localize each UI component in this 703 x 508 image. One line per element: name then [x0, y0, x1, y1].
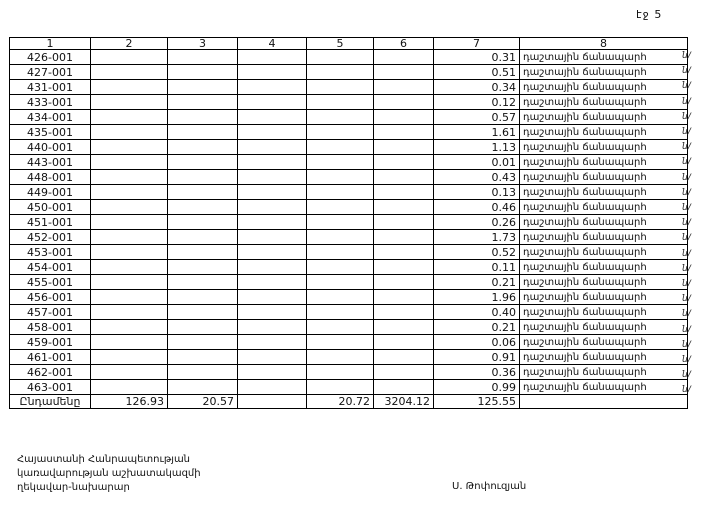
- total-cell: 3204.12: [374, 395, 434, 409]
- table-row: [10, 380, 688, 395]
- total-cell: [238, 395, 307, 409]
- row-id-cell: 456-001: [10, 290, 91, 305]
- empty-cell: [91, 230, 168, 245]
- signatory-name: Ս. Թոփուզյան: [452, 481, 527, 492]
- row-margin-mark: ն/: [682, 142, 691, 153]
- empty-cell: [91, 185, 168, 200]
- total-cell: 20.57: [168, 395, 238, 409]
- empty-cell: [307, 110, 374, 125]
- empty-cell: [91, 365, 168, 380]
- col-header: 6: [374, 38, 434, 50]
- empty-cell: [374, 185, 434, 200]
- empty-cell: [374, 125, 434, 140]
- area-cell: 0.36: [434, 365, 520, 380]
- empty-cell: [307, 185, 374, 200]
- empty-cell: [307, 50, 374, 65]
- empty-cell: [307, 230, 374, 245]
- empty-cell: [307, 80, 374, 95]
- area-cell: 1.73: [434, 230, 520, 245]
- header-row: [10, 38, 688, 50]
- empty-cell: [238, 380, 307, 395]
- row-id-cell: 455-001: [10, 275, 91, 290]
- empty-cell: [307, 155, 374, 170]
- empty-cell: [168, 155, 238, 170]
- row-margin-mark: ն/: [682, 324, 691, 335]
- empty-cell: [374, 95, 434, 110]
- empty-cell: [168, 170, 238, 185]
- empty-cell: [374, 320, 434, 335]
- col-header: 3: [168, 38, 238, 50]
- total-cell: [520, 395, 688, 409]
- empty-cell: [307, 215, 374, 230]
- empty-cell: [168, 215, 238, 230]
- empty-cell: [238, 80, 307, 95]
- empty-cell: [238, 170, 307, 185]
- row-margin-mark: ն/: [682, 248, 691, 259]
- empty-cell: [168, 380, 238, 395]
- row-id-cell: 434-001: [10, 110, 91, 125]
- empty-cell: [168, 350, 238, 365]
- col-header: 5: [307, 38, 374, 50]
- empty-cell: [307, 170, 374, 185]
- row-id-cell: 452-001: [10, 230, 91, 245]
- empty-cell: [91, 275, 168, 290]
- col-header: 4: [238, 38, 307, 50]
- empty-cell: [238, 65, 307, 80]
- land-type-cell: դաշտային ճանապարհ: [520, 290, 688, 305]
- empty-cell: [91, 200, 168, 215]
- table-row: [10, 170, 688, 185]
- row-margin-mark: ն/: [682, 339, 691, 350]
- empty-cell: [374, 65, 434, 80]
- area-cell: 0.34: [434, 80, 520, 95]
- empty-cell: [91, 110, 168, 125]
- empty-cell: [374, 80, 434, 95]
- row-margin-mark: ն/: [682, 127, 691, 137]
- empty-cell: [374, 290, 434, 305]
- land-type-cell: դաշտային ճանապարհ: [520, 200, 688, 215]
- table-row: [10, 365, 688, 380]
- row-id-cell: 427-001: [10, 65, 91, 80]
- land-type-cell: դաշտային ճանապարհ: [520, 80, 688, 95]
- row-margin-mark: ն/: [682, 355, 691, 365]
- empty-cell: [168, 275, 238, 290]
- empty-cell: [91, 140, 168, 155]
- empty-cell: [91, 260, 168, 275]
- row-margin-mark: ն/: [682, 187, 691, 198]
- signatory-title-line: կառավարության աշխատակազմի: [17, 468, 201, 479]
- empty-cell: [374, 275, 434, 290]
- land-type-cell: դաշտային ճանապարհ: [520, 110, 688, 125]
- row-margin-mark: ն/: [682, 51, 691, 61]
- table-row: [10, 230, 688, 245]
- empty-cell: [168, 290, 238, 305]
- empty-cell: [91, 350, 168, 365]
- empty-cell: [374, 380, 434, 395]
- empty-cell: [168, 80, 238, 95]
- land-type-cell: դաշտային ճանապարհ: [520, 275, 688, 290]
- area-cell: 0.31: [434, 50, 520, 65]
- row-margin-mark: ն/: [682, 385, 691, 396]
- total-cell: 125.55: [434, 395, 520, 409]
- empty-cell: [307, 140, 374, 155]
- empty-cell: [168, 320, 238, 335]
- row-id-cell: 463-001: [10, 380, 91, 395]
- row-margin-mark: ն/: [682, 66, 691, 77]
- empty-cell: [168, 110, 238, 125]
- empty-cell: [307, 350, 374, 365]
- area-cell: 0.40: [434, 305, 520, 320]
- empty-cell: [238, 365, 307, 380]
- row-id-cell: 448-001: [10, 170, 91, 185]
- signatory-title: [17, 453, 201, 495]
- land-type-cell: դաշտային ճանապարհ: [520, 320, 688, 335]
- row-margin-mark: ն/: [682, 294, 691, 305]
- empty-cell: [238, 230, 307, 245]
- table-row: [10, 80, 688, 95]
- area-cell: 0.99: [434, 380, 520, 395]
- col-header: 1: [10, 38, 91, 50]
- empty-cell: [91, 215, 168, 230]
- empty-cell: [168, 200, 238, 215]
- empty-cell: [307, 245, 374, 260]
- table-row: [10, 350, 688, 365]
- land-type-cell: դաշտային ճանապարհ: [520, 125, 688, 140]
- land-type-cell: դաշտային ճանապարհ: [520, 50, 688, 65]
- empty-cell: [91, 380, 168, 395]
- empty-cell: [374, 200, 434, 215]
- empty-cell: [168, 230, 238, 245]
- row-margin-mark: ն/: [682, 111, 691, 122]
- empty-cell: [91, 50, 168, 65]
- empty-cell: [238, 245, 307, 260]
- row-margin-mark: ն/: [682, 370, 691, 381]
- empty-cell: [91, 95, 168, 110]
- empty-cell: [91, 170, 168, 185]
- empty-cell: [238, 350, 307, 365]
- row-id-cell: 435-001: [10, 125, 91, 140]
- table-row: [10, 125, 688, 140]
- table-row: [10, 290, 688, 305]
- row-margin-mark: ն/: [682, 279, 691, 289]
- row-id-cell: 440-001: [10, 140, 91, 155]
- empty-cell: [374, 365, 434, 380]
- land-table: [9, 37, 688, 409]
- table-row: [10, 305, 688, 320]
- empty-cell: [238, 140, 307, 155]
- area-cell: 0.57: [434, 110, 520, 125]
- row-id-cell: 462-001: [10, 365, 91, 380]
- empty-cell: [238, 215, 307, 230]
- signatory-title-line: Հայաստանի Հանրապետության: [17, 454, 191, 465]
- area-cell: 0.46: [434, 200, 520, 215]
- land-type-cell: դաշտային ճանապարհ: [520, 335, 688, 350]
- empty-cell: [238, 290, 307, 305]
- land-type-cell: դաշտային ճանապարհ: [520, 140, 688, 155]
- row-margin-mark: ն/: [682, 203, 691, 213]
- table-row: [10, 95, 688, 110]
- row-margin-mark: ն/: [682, 96, 691, 107]
- row-margin-mark: ն/: [682, 309, 691, 320]
- table-row: [10, 155, 688, 170]
- page-number: էջ 5: [636, 8, 663, 21]
- table-row: [10, 200, 688, 215]
- row-id-cell: 461-001: [10, 350, 91, 365]
- area-cell: 0.12: [434, 95, 520, 110]
- empty-cell: [168, 140, 238, 155]
- empty-cell: [238, 155, 307, 170]
- table-row: [10, 320, 688, 335]
- land-type-cell: դաշտային ճանապարհ: [520, 260, 688, 275]
- empty-cell: [91, 335, 168, 350]
- area-cell: 1.61: [434, 125, 520, 140]
- empty-cell: [307, 365, 374, 380]
- row-id-cell: 450-001: [10, 200, 91, 215]
- empty-cell: [307, 275, 374, 290]
- total-cell: 20.72: [307, 395, 374, 409]
- table-row: [10, 65, 688, 80]
- empty-cell: [168, 335, 238, 350]
- land-type-cell: դաշտային ճանապարհ: [520, 380, 688, 395]
- empty-cell: [168, 305, 238, 320]
- table-row: [10, 260, 688, 275]
- empty-cell: [168, 50, 238, 65]
- empty-cell: [238, 305, 307, 320]
- row-margin-mark: ն/: [682, 81, 691, 92]
- empty-cell: [238, 95, 307, 110]
- empty-cell: [168, 245, 238, 260]
- empty-cell: [374, 50, 434, 65]
- empty-cell: [307, 320, 374, 335]
- empty-cell: [238, 50, 307, 65]
- table-row: [10, 140, 688, 155]
- area-cell: 0.13: [434, 185, 520, 200]
- land-type-cell: դաշտային ճանապարհ: [520, 230, 688, 245]
- empty-cell: [374, 170, 434, 185]
- empty-cell: [374, 140, 434, 155]
- empty-cell: [91, 65, 168, 80]
- empty-cell: [307, 260, 374, 275]
- empty-cell: [374, 335, 434, 350]
- land-type-cell: դաշտային ճանապարհ: [520, 305, 688, 320]
- area-cell: 1.96: [434, 290, 520, 305]
- table-row: [10, 50, 688, 65]
- row-id-cell: 451-001: [10, 215, 91, 230]
- row-id-cell: 458-001: [10, 320, 91, 335]
- empty-cell: [307, 290, 374, 305]
- empty-cell: [307, 125, 374, 140]
- area-cell: 0.26: [434, 215, 520, 230]
- empty-cell: [168, 125, 238, 140]
- row-id-cell: 443-001: [10, 155, 91, 170]
- empty-cell: [168, 65, 238, 80]
- empty-cell: [374, 305, 434, 320]
- land-type-cell: դաշտային ճանապարհ: [520, 215, 688, 230]
- empty-cell: [238, 125, 307, 140]
- empty-cell: [91, 125, 168, 140]
- table-row: [10, 215, 688, 230]
- empty-cell: [307, 335, 374, 350]
- col-header: 2: [91, 38, 168, 50]
- empty-cell: [374, 155, 434, 170]
- land-type-cell: դաշտային ճանապարհ: [520, 245, 688, 260]
- row-id-cell: 457-001: [10, 305, 91, 320]
- row-id-cell: 459-001: [10, 335, 91, 350]
- area-cell: 0.06: [434, 335, 520, 350]
- land-type-cell: դաշտային ճանապարհ: [520, 185, 688, 200]
- empty-cell: [91, 320, 168, 335]
- signatory-title-line: ղեկավար-նախարար: [17, 482, 130, 493]
- land-type-cell: դաշտային ճանապարհ: [520, 350, 688, 365]
- empty-cell: [238, 320, 307, 335]
- row-margin-mark: ն/: [682, 157, 691, 168]
- empty-cell: [307, 380, 374, 395]
- empty-cell: [91, 155, 168, 170]
- empty-cell: [374, 215, 434, 230]
- table-row: [10, 335, 688, 350]
- area-cell: 0.52: [434, 245, 520, 260]
- area-cell: 0.11: [434, 260, 520, 275]
- row-id-cell: 431-001: [10, 80, 91, 95]
- row-id-cell: 449-001: [10, 185, 91, 200]
- area-cell: 0.21: [434, 275, 520, 290]
- empty-cell: [168, 95, 238, 110]
- empty-cell: [307, 200, 374, 215]
- empty-cell: [374, 110, 434, 125]
- total-cell: 126.93: [91, 395, 168, 409]
- land-type-cell: դաշտային ճանապարհ: [520, 95, 688, 110]
- row-id-cell: 433-001: [10, 95, 91, 110]
- row-margin-mark: ն/: [682, 263, 691, 274]
- empty-cell: [238, 110, 307, 125]
- table-row: [10, 185, 688, 200]
- row-id-cell: 454-001: [10, 260, 91, 275]
- area-cell: 0.43: [434, 170, 520, 185]
- land-type-cell: դաշտային ճանապարհ: [520, 155, 688, 170]
- col-header: 8: [520, 38, 688, 50]
- total-label: Ընդամենը: [10, 395, 91, 409]
- area-cell: 1.13: [434, 140, 520, 155]
- area-cell: 0.91: [434, 350, 520, 365]
- empty-cell: [307, 95, 374, 110]
- empty-cell: [91, 80, 168, 95]
- empty-cell: [91, 290, 168, 305]
- empty-cell: [307, 305, 374, 320]
- empty-cell: [238, 200, 307, 215]
- empty-cell: [238, 335, 307, 350]
- total-row: [10, 395, 688, 409]
- land-type-cell: դաշտային ճանապարհ: [520, 365, 688, 380]
- empty-cell: [91, 305, 168, 320]
- land-type-cell: դաշտային ճանապարհ: [520, 65, 688, 80]
- empty-cell: [91, 245, 168, 260]
- empty-cell: [374, 230, 434, 245]
- table-row: [10, 110, 688, 125]
- row-id-cell: 426-001: [10, 50, 91, 65]
- empty-cell: [168, 365, 238, 380]
- row-margin-mark: ն/: [682, 172, 691, 183]
- land-type-cell: դաշտային ճանապարհ: [520, 170, 688, 185]
- empty-cell: [374, 350, 434, 365]
- row-margin-mark: ն/: [682, 218, 691, 229]
- empty-cell: [374, 245, 434, 260]
- area-cell: 0.21: [434, 320, 520, 335]
- empty-cell: [238, 260, 307, 275]
- area-cell: 0.01: [434, 155, 520, 170]
- area-cell: 0.51: [434, 65, 520, 80]
- row-id-cell: 453-001: [10, 245, 91, 260]
- row-margin-mark: ն/: [682, 233, 691, 244]
- empty-cell: [168, 185, 238, 200]
- empty-cell: [307, 65, 374, 80]
- col-header: 7: [434, 38, 520, 50]
- empty-cell: [168, 260, 238, 275]
- empty-cell: [238, 275, 307, 290]
- empty-cell: [374, 260, 434, 275]
- table-row: [10, 275, 688, 290]
- empty-cell: [238, 185, 307, 200]
- table-row: [10, 245, 688, 260]
